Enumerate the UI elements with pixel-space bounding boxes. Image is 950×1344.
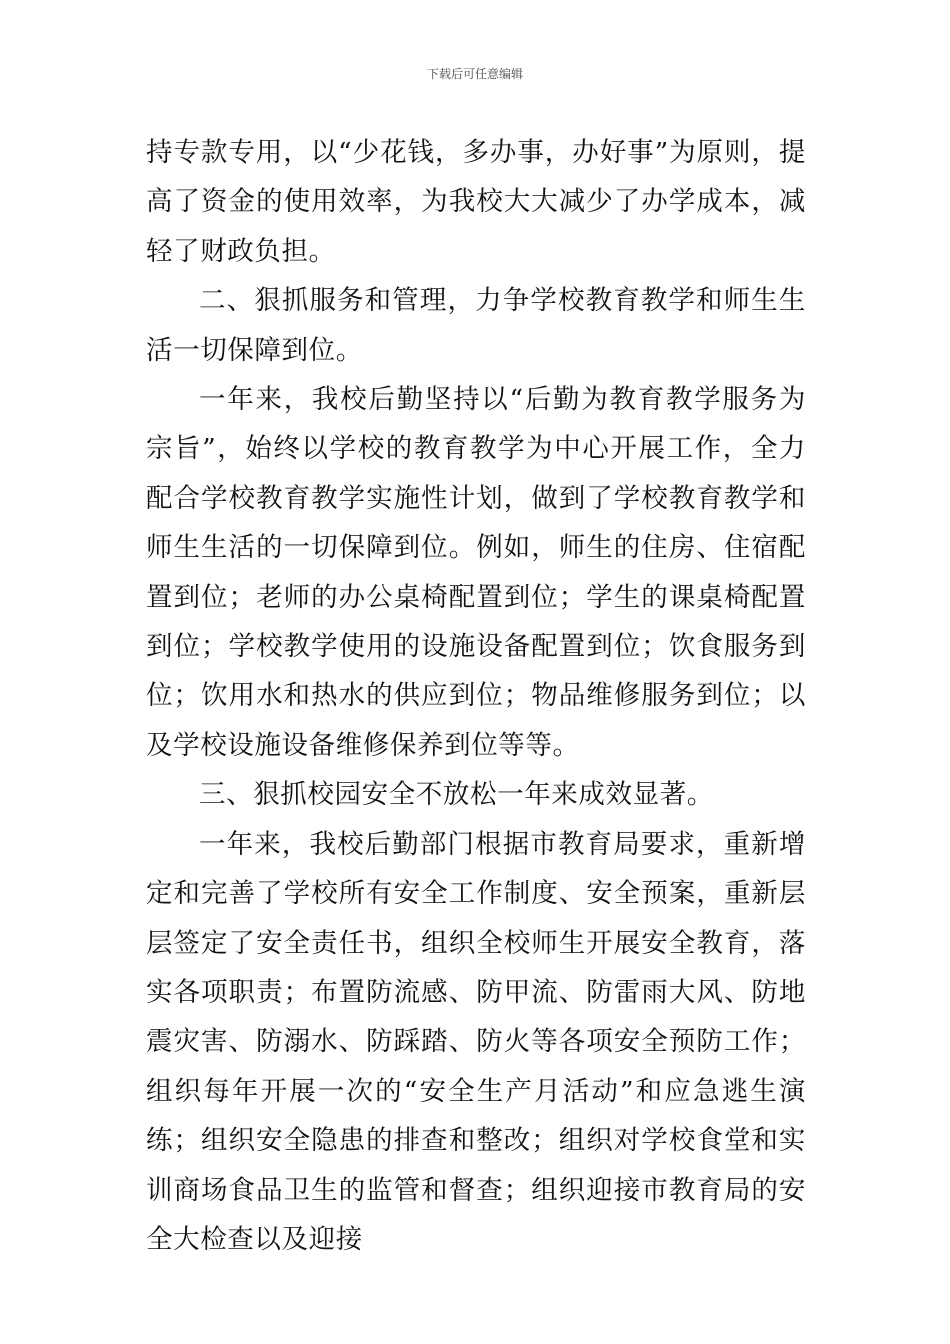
page-header: 下载后可任意编辑 bbox=[426, 67, 523, 81]
paragraph-safety: 一年来，我校后勤部门根据市教育局要求，重新增定和完善了学校所有安全工作制度、安全预案，重新层层签定了安全责任书，组织全校师生开展安全教育，落实各项职责；布置防流感、防甲流、防雷雨大风、防地震灾害、防溺水、防踩踏、防火等各项安全预防工作；组织每年开展一次的“安全生产月活动”和应急逃生演练；组织安全隐患的排查和整改；组织对学校食堂和实训商场食品卫生的监管和督查；组织迎接市教育局的安全大检查以及迎接 bbox=[146, 828, 806, 1255]
section-heading-3: 三、狠抓校园安全不放松一年来成效显著。 bbox=[199, 779, 714, 811]
section-heading-2: 二、狠抓服务和管理，力争学校教育教学和师生生活一切保障到位。 bbox=[146, 285, 806, 366]
document-body bbox=[146, 128, 806, 1264]
paragraph-service: 一年来，我校后勤坚持以“后勤为教育教学服务为宗旨”，始终以学校的教育教学为中心开展工作，全力配合学校教育教学实施性计划，做到了学校教育教学和师生生活的一切保障到位。例如，师生的住房、住宿配置到位；老师的办公桌椅配置到位；学生的课桌椅配置到位；学校教学使用的设施设备配置到位；饮食服务到位；饮用水和热水的供应到位；物品维修服务到位；以及学校设施设备维修保养到位等等。 bbox=[146, 384, 806, 761]
paragraph-continuation: 持专款专用，以“少花钱，多办事，办好事”为原则，提高了资金的使用效率，为我校大大减少了办学成本，减轻了财政负担。 bbox=[146, 137, 806, 267]
